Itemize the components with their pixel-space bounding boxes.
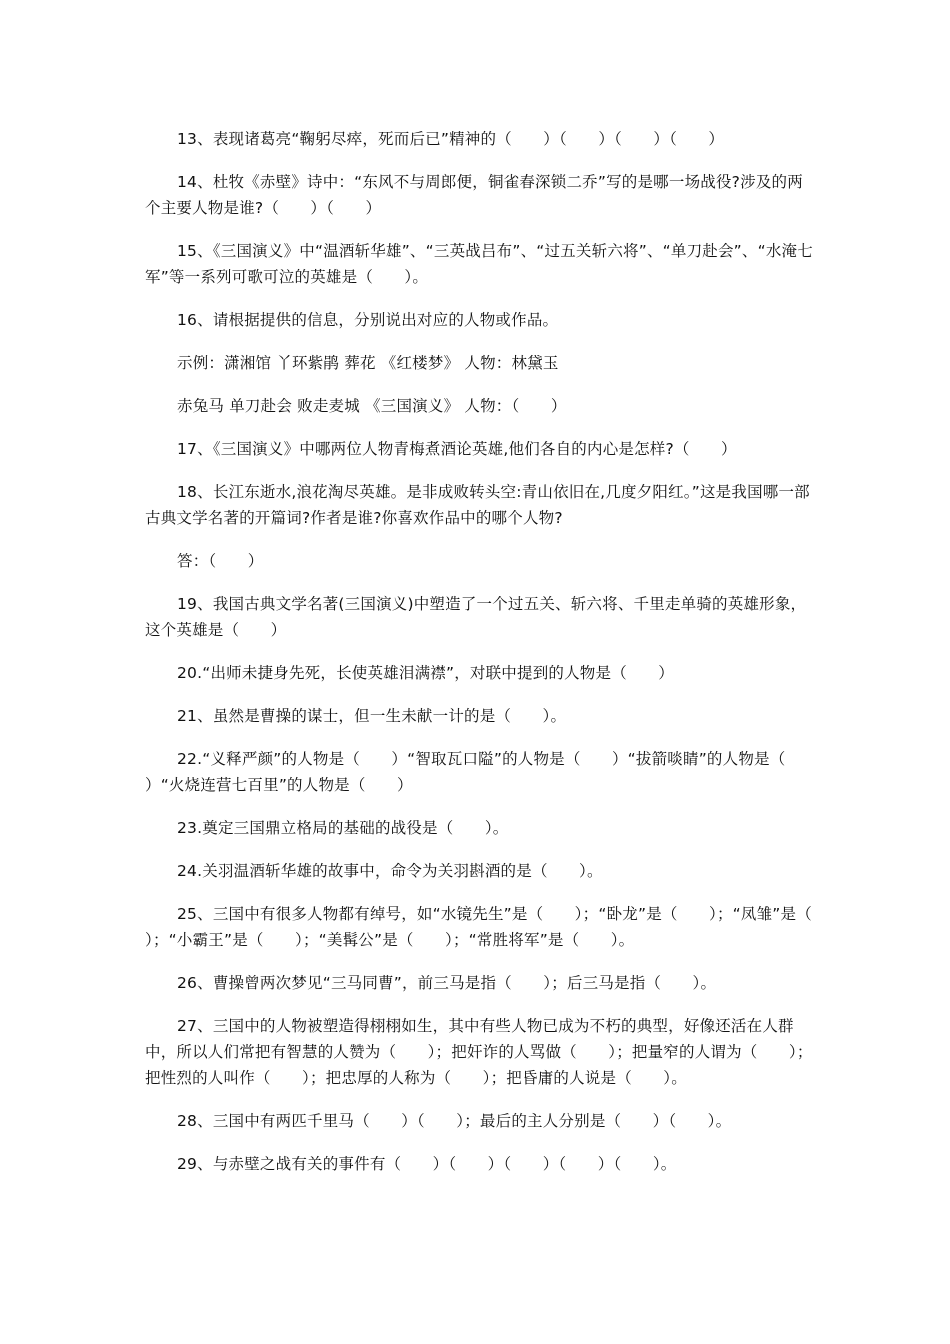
question-18: 18、长江东逝水,浪花淘尽英雄。是非成败转头空:青山依旧在,几度夕阳红。”这是我国哪一部古典文学名著的开篇词?作者是谁?你喜欢作品中的哪个人物?: [145, 483, 810, 527]
question-23: 23.奠定三国鼎立格局的基础的战役是（ ）。: [177, 819, 509, 837]
question-22: 22.“义释严颜”的人物是（ ）“智取瓦口隘”的人物是（ ）“拔箭啖睛”的人物是（ ）“火烧连营七百里”的人物是（ ）: [145, 750, 817, 794]
question-16: 16、请根据提供的信息，分别说出对应的人物或作品。: [177, 311, 559, 329]
question-29: 29、与赤壁之战有关的事件有（ ）（ ）（ ）（ ）（ ）。: [177, 1155, 677, 1173]
question-15: 15、《三国演义》中“温酒斩华雄”、“三英战吕布”、“过五关斩六将”、“单刀赴会”、“水淹七军”等一系列可歌可泣的英雄是（ ）。: [145, 242, 813, 286]
question-24: 24.关羽温酒斩华雄的故事中，命令为关羽斟酒的是（ ）。: [177, 862, 603, 880]
question-25: 25、三国中有很多人物都有绰号，如“水镜先生”是（ ）；“卧龙”是（ ）；“凤雏”是（ ）；“小霸王”是（ ）；“美髯公”是（ ）；“常胜将军”是（ ）。: [145, 905, 844, 949]
question-28: 28、三国中有两匹千里马（ ）（ ）；最后的主人分别是（ ）（ ）。: [177, 1112, 732, 1130]
question-18-answer: 答：（ ）: [177, 552, 264, 570]
question-20: 20.“出师未捷身先死，长使英雄泪满襟”，对联中提到的人物是（ ）: [177, 664, 675, 682]
question-list: [145, 126, 844, 1194]
question-16-example: 示例：潇湘馆 丫环紫鹃 葬花 《红楼梦》 人物：林黛玉: [177, 354, 559, 372]
question-21: 21、虽然是曹操的谋士，但一生未献一计的是（ ）。: [177, 707, 567, 725]
question-19: 19、我国古典文学名著(三国演义)中塑造了一个过五关、斩六将、千里走单骑的英雄形象，这个英雄是（ ）: [145, 595, 807, 639]
question-16-prompt: 赤兔马 单刀赴会 败走麦城 《三国演义》 人物：（ ）: [177, 397, 567, 415]
question-17: 17、《三国演义》中哪两位人物青梅煮酒论英雄,他们各自的内心是怎样?（ ）: [177, 440, 737, 458]
question-27: 27、三国中的人物被塑造得栩栩如生，其中有些人物已成为不朽的典型，好像还活在人群中，所以人们常把有智慧的人赞为（ ）；把奸诈的人骂做（ ）；把量窄的人谓为（ ）；把性烈的人叫作（ ）；把忠厚的人称为（ ）；把昏庸的人说是（ ）。: [145, 1017, 813, 1087]
question-14: 14、杜牧《赤壁》诗中：“东风不与周郎便，铜雀春深锁二乔”写的是哪一场战役?涉及的两个主要人物是谁?（ ）（ ）: [145, 173, 803, 217]
question-13: 13、表现诸葛亮“鞠躬尽瘁，死而后已”精神的（ ）（ ）（ ）（ ）: [177, 130, 725, 148]
question-26: 26、曹操曾两次梦见“三马同曹”，前三马是指（ ）；后三马是指（ ）。: [177, 974, 717, 992]
